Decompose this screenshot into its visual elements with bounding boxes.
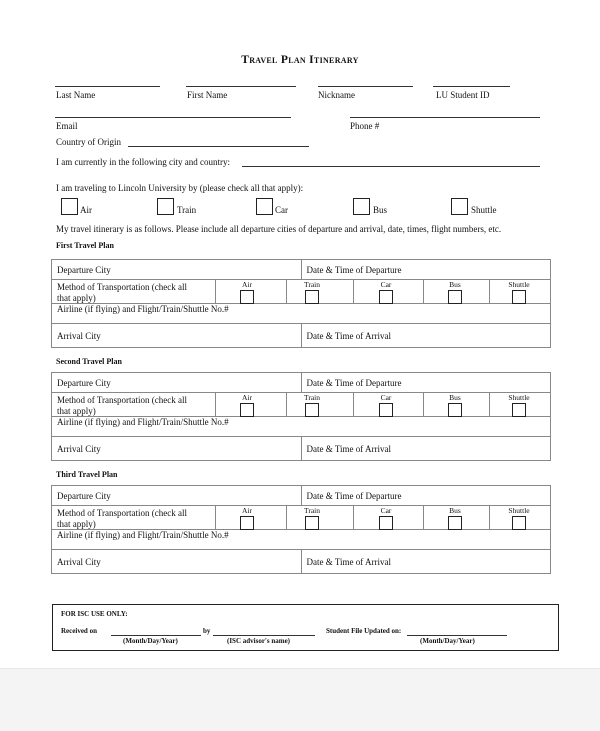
method-label-line1: Method of Transportation (check all xyxy=(57,282,187,292)
plan-mode-air xyxy=(237,280,257,303)
mode-air-checkbox[interactable] xyxy=(61,198,78,215)
divider xyxy=(286,393,287,416)
plan-mode-shuttle-label: Shuttle xyxy=(508,280,530,289)
plan-mode-car xyxy=(374,280,398,303)
plan-mode-bus-label: Bus xyxy=(449,393,461,402)
divider xyxy=(423,393,424,416)
plan-mode-shuttle xyxy=(504,280,534,303)
departure-city-label: Departure City xyxy=(57,490,111,501)
updated-date-hint: (Month/Day/Year) xyxy=(420,637,475,645)
plan-mode-car-label: Car xyxy=(380,280,392,289)
departure-time-label: Date & Time of Departure xyxy=(306,377,402,388)
plan-mode-car xyxy=(374,393,398,416)
arrival-time-label: Date & Time of Arrival xyxy=(306,443,391,454)
airline-cell[interactable] xyxy=(52,304,551,324)
departure-time-cell[interactable] xyxy=(301,260,551,280)
plan-mode-air-label: Air xyxy=(242,393,252,402)
page-footer-strip xyxy=(0,668,600,731)
arrival-city-label: Arrival City xyxy=(57,556,101,567)
plan-mode-car xyxy=(374,506,398,529)
arrival-city-cell[interactable] xyxy=(52,550,302,574)
departure-time-label: Date & Time of Departure xyxy=(306,490,402,501)
plan-mode-train xyxy=(300,393,324,416)
airline-label: Airline (if flying) and Flight/Train/Shuttle No.# xyxy=(57,530,229,540)
plan-mode-air-checkbox[interactable] xyxy=(240,290,254,304)
travel-plan-table-3 xyxy=(51,485,551,574)
airline-cell[interactable] xyxy=(52,530,551,550)
isc-heading: FOR ISC USE ONLY: xyxy=(61,610,128,618)
plan-mode-shuttle-checkbox[interactable] xyxy=(512,290,526,304)
country-label: Country of Origin xyxy=(56,137,121,147)
received-date-hint: (Month/Day/Year) xyxy=(123,637,178,645)
plan-mode-train-label: Train xyxy=(304,393,320,402)
plan-mode-train-label: Train xyxy=(304,506,320,515)
plan-mode-car-checkbox[interactable] xyxy=(379,403,393,417)
arrival-city-cell[interactable] xyxy=(52,437,302,461)
student-id-field[interactable] xyxy=(433,86,510,87)
method-label-line1: Method of Transportation (check all xyxy=(57,508,187,518)
plan-mode-air-checkbox[interactable] xyxy=(240,516,254,530)
plan-mode-bus-checkbox[interactable] xyxy=(448,403,462,417)
plan-mode-car-label: Car xyxy=(380,506,392,515)
email-field[interactable] xyxy=(55,117,291,118)
departure-time-cell[interactable] xyxy=(301,486,551,506)
phone-label: Phone # xyxy=(350,121,380,131)
arrival-city-label: Arrival City xyxy=(57,443,101,454)
file-updated-field[interactable] xyxy=(407,635,507,636)
plan-mode-air xyxy=(237,506,257,529)
plan-mode-air xyxy=(237,393,257,416)
advisor-hint: (ISC advisor's name) xyxy=(227,637,291,645)
mode-bus-checkbox[interactable] xyxy=(353,198,370,215)
plan-mode-bus-label: Bus xyxy=(449,280,461,289)
arrival-city-label: Arrival City xyxy=(57,330,101,341)
departure-city-cell[interactable] xyxy=(52,486,302,506)
plan-heading: Third Travel Plan xyxy=(56,470,118,479)
plan-heading: Second Travel Plan xyxy=(56,357,122,366)
current-city-label: I am currently in the following city and country: xyxy=(56,157,230,167)
arrival-time-cell[interactable] xyxy=(301,437,551,461)
received-on-label: Received on xyxy=(61,627,97,635)
plan-mode-shuttle xyxy=(504,506,534,529)
arrival-time-label: Date & Time of Arrival xyxy=(306,556,391,567)
student-id-label: LU Student ID xyxy=(436,90,490,100)
departure-time-cell[interactable] xyxy=(301,373,551,393)
plan-mode-bus xyxy=(443,280,467,303)
nickname-label: Nickname xyxy=(318,90,355,100)
plan-mode-car-checkbox[interactable] xyxy=(379,516,393,530)
mode-bus-label: Bus xyxy=(373,205,388,215)
current-city-field[interactable] xyxy=(242,166,540,167)
airline-label: Airline (if flying) and Flight/Train/Shuttle No.# xyxy=(57,304,229,314)
phone-field[interactable] xyxy=(350,117,540,118)
method-label xyxy=(57,508,187,530)
plan-mode-shuttle-checkbox[interactable] xyxy=(512,516,526,530)
plan-mode-shuttle-label: Shuttle xyxy=(508,506,530,515)
mode-shuttle-checkbox[interactable] xyxy=(451,198,468,215)
method-label-line2: that apply) xyxy=(57,519,96,529)
arrival-time-label: Date & Time of Arrival xyxy=(306,330,391,341)
travel-mode-question: I am traveling to Lincoln University by (please check all that apply): xyxy=(56,183,304,193)
divider xyxy=(353,506,354,529)
plan-mode-train xyxy=(300,280,324,303)
mode-car-checkbox[interactable] xyxy=(256,198,273,215)
plan-mode-air-label: Air xyxy=(242,506,252,515)
first-name-field[interactable] xyxy=(186,86,296,87)
country-field[interactable] xyxy=(128,146,309,147)
method-label-line1: Method of Transportation (check all xyxy=(57,395,187,405)
divider xyxy=(423,280,424,303)
plan-mode-train xyxy=(300,506,324,529)
file-updated-label: Student File Updated on: xyxy=(326,627,402,635)
plan-mode-air-checkbox[interactable] xyxy=(240,403,254,417)
divider xyxy=(286,280,287,303)
by-label: by xyxy=(203,627,211,635)
divider xyxy=(286,506,287,529)
plan-mode-shuttle-label: Shuttle xyxy=(508,393,530,402)
departure-city-label: Departure City xyxy=(57,264,111,275)
isc-use-box xyxy=(52,604,559,651)
divider xyxy=(215,506,216,529)
method-label xyxy=(57,282,187,304)
divider xyxy=(489,393,490,416)
method-label-line2: that apply) xyxy=(57,406,96,416)
first-name-label: First Name xyxy=(187,90,228,100)
mode-shuttle-label: Shuttle xyxy=(471,205,497,215)
travel-plan-table-1 xyxy=(51,259,551,348)
last-name-field[interactable] xyxy=(55,86,160,87)
plan-mode-bus-checkbox[interactable] xyxy=(448,516,462,530)
plan-mode-bus xyxy=(443,393,467,416)
arrival-city-cell[interactable] xyxy=(52,324,302,348)
departure-city-label: Departure City xyxy=(57,377,111,388)
divider xyxy=(215,393,216,416)
arrival-time-cell[interactable] xyxy=(301,550,551,574)
plan-mode-train-checkbox[interactable] xyxy=(305,403,319,417)
nickname-field[interactable] xyxy=(318,86,413,87)
arrival-time-cell[interactable] xyxy=(301,324,551,348)
method-label xyxy=(57,395,187,417)
airline-cell[interactable] xyxy=(52,417,551,437)
method-cell xyxy=(52,393,551,417)
mode-train-checkbox[interactable] xyxy=(157,198,174,215)
divider xyxy=(489,506,490,529)
isc-advisor-field[interactable] xyxy=(213,635,315,636)
departure-city-cell[interactable] xyxy=(52,260,302,280)
airline-label: Airline (if flying) and Flight/Train/Shuttle No.# xyxy=(57,417,229,427)
travel-plan-table-2 xyxy=(51,372,551,461)
plan-mode-train-checkbox[interactable] xyxy=(305,516,319,530)
email-label: Email xyxy=(56,121,78,131)
plan-mode-train-label: Train xyxy=(304,280,320,289)
form-title: Travel Plan Itinerary xyxy=(241,54,359,66)
plan-mode-car-label: Car xyxy=(380,393,392,402)
plan-mode-shuttle xyxy=(504,393,534,416)
plan-mode-car-checkbox[interactable] xyxy=(379,290,393,304)
divider xyxy=(353,280,354,303)
departure-city-cell[interactable] xyxy=(52,373,302,393)
itinerary-note: My travel itinerary is as follows. Please include all departure cities of departure and arrival, date, times, flight numbers, etc. xyxy=(56,224,502,234)
divider xyxy=(489,280,490,303)
plan-mode-bus xyxy=(443,506,467,529)
departure-time-label: Date & Time of Departure xyxy=(306,264,402,275)
divider xyxy=(215,280,216,303)
plan-heading: First Travel Plan xyxy=(56,241,114,250)
plan-mode-shuttle-checkbox[interactable] xyxy=(512,403,526,417)
plan-mode-train-checkbox[interactable] xyxy=(305,290,319,304)
divider xyxy=(423,506,424,529)
plan-mode-bus-checkbox[interactable] xyxy=(448,290,462,304)
divider xyxy=(353,393,354,416)
method-label-line2: that apply) xyxy=(57,293,96,303)
mode-car-label: Car xyxy=(275,205,288,215)
plan-mode-bus-label: Bus xyxy=(449,506,461,515)
mode-train-label: Train xyxy=(177,205,197,215)
method-cell xyxy=(52,280,551,304)
plan-mode-air-label: Air xyxy=(242,280,252,289)
mode-air-label: Air xyxy=(80,205,92,215)
last-name-label: Last Name xyxy=(56,90,96,100)
received-on-field[interactable] xyxy=(111,635,201,636)
method-cell xyxy=(52,506,551,530)
